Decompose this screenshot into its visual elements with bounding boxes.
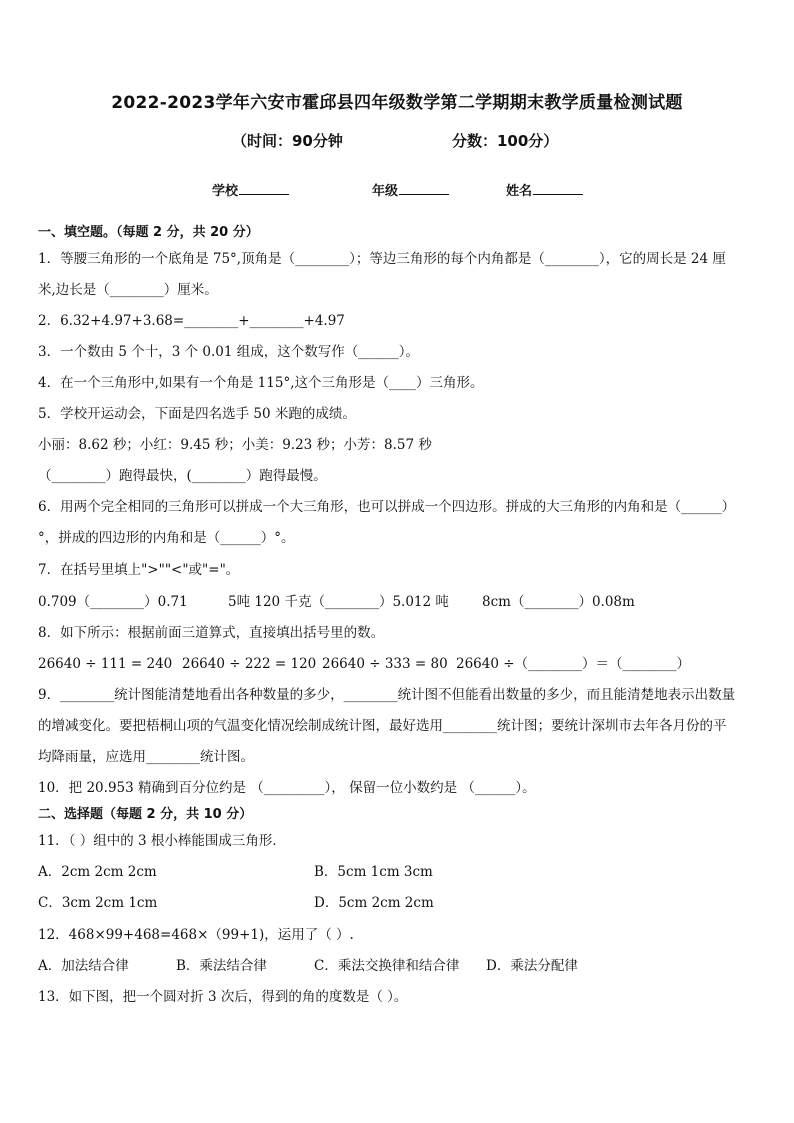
question-2: 2．6.32+4.97+3.68=________+________+4.97: [38, 313, 345, 329]
grade-field: [372, 180, 449, 199]
question-6-line-1: 6．用两个完全相同的三角形可以拼成一个大三角形，也可以拼成一个四边形。拼成的大三角形的内角和是（______）: [38, 499, 736, 515]
question-7-line-1: 7．在括号里填上">""<"或"="。: [38, 562, 240, 578]
question-5-line-2: 小丽：8.62 秒；小红：9.45 秒；小美：9.23 秒；小芳：8.57 秒: [38, 437, 432, 453]
exam-score: 分数：100分）: [452, 132, 559, 150]
question-12-option-b[interactable]: B．乘法结合律: [176, 958, 267, 974]
question-9-line-2: 的增减变化。要把梧桐山项的气温变化情况绘制成统计图，最好选用________统计图；要统计深圳市去年各月份的平: [38, 718, 727, 734]
question-7-item-2: 5吨 120 千克（________）5.012 吨: [228, 594, 449, 610]
question-8-equation-3: 26640 ÷ 333 = 80: [322, 656, 448, 672]
exam-title: 2022-2023学年六安市霍邱县四年级数学第二学期期末教学质量检测试题: [111, 93, 683, 113]
school-blank[interactable]: [239, 194, 289, 195]
section-choice-heading: 二、选择题（每题 2 分，共 10 分）: [38, 807, 253, 822]
exam-time: （时间：90分钟: [232, 132, 343, 150]
section-fill-blank-heading: 一、填空题。（每题 2 分，共 20 分）: [38, 225, 259, 240]
question-8-line-1: 8．如下所示：根据前面三道算式，直接填出括号里的数。: [38, 625, 385, 641]
question-10: 10．把 20.953 精确到百分位约是 （_________）， 保留一位小数约是 （______）。: [38, 780, 536, 796]
question-11-option-c[interactable]: C．3cm 2cm 1cm: [38, 895, 158, 911]
question-7-item-1: 0.709（________）0.71: [38, 594, 188, 610]
question-11-option-a[interactable]: A．2cm 2cm 2cm: [38, 864, 157, 880]
question-8-equation-1: 26640 ÷ 111 = 240: [38, 656, 173, 672]
question-3: 3．一个数由 5 个十，3 个 0.01 组成，这个数写作（______）。: [38, 344, 420, 360]
name-field: [506, 180, 583, 199]
question-4: 4．在一个三角形中,如果有一个角是 115°,这个三角形是（____）三角形。: [38, 375, 484, 391]
question-1-line-2: 米,边长是（________）厘米。: [38, 282, 218, 298]
question-9-line-3: 均降雨量，应选用________统计图。: [38, 749, 254, 765]
school-label: 学校: [212, 184, 239, 199]
question-5-line-1: 5．学校开运动会，下面是四名选手 50 米跑的成绩。: [38, 406, 356, 422]
question-12-option-a[interactable]: A．加法结合律: [38, 958, 129, 974]
question-11: 11．（ ）组中的 3 根小棒能围成三角形．: [38, 833, 286, 849]
question-7-item-3: 8cm（________）0.08m: [482, 594, 635, 610]
question-12-option-c[interactable]: C．乘法交换律和结合律: [314, 958, 460, 974]
question-11-option-b[interactable]: B．5cm 1cm 3cm: [314, 864, 433, 880]
school-field: [212, 180, 289, 199]
name-label: 姓名: [506, 184, 533, 199]
question-12: 12．468×99+468=468×（99+1)，运用了（ ）.: [38, 927, 354, 943]
name-blank[interactable]: [533, 194, 583, 195]
grade-label: 年级: [372, 184, 399, 199]
question-1-line-1: 1．等腰三角形的一个底角是 75°,顶角是（________）；等边三角形的每个内角都是（________），它的周长是 24 厘: [38, 251, 726, 267]
question-9-line-1: 9．________统计图能清楚地看出各种数量的多少，________统计图不但能看出数量的多少，而且能清楚地表示出数量: [38, 687, 736, 703]
question-12-option-d[interactable]: D．乘法分配律: [486, 958, 578, 974]
question-8-equation-2: 26640 ÷ 222 = 120: [182, 656, 317, 672]
question-11-option-d[interactable]: D．5cm 2cm 2cm: [314, 895, 434, 911]
question-13: 13．如下图，把一个圆对折 3 次后，得到的角的度数是（ ）。: [38, 989, 408, 1005]
question-5-line-3: （________）跑得最快，(________）跑得最慢。: [38, 468, 327, 484]
question-6-line-2: °，拼成的四边形的内角和是（______）°。: [38, 530, 295, 546]
question-8-equation-4: 26640 ÷（________）＝（________）: [456, 656, 691, 672]
grade-blank[interactable]: [399, 194, 449, 195]
